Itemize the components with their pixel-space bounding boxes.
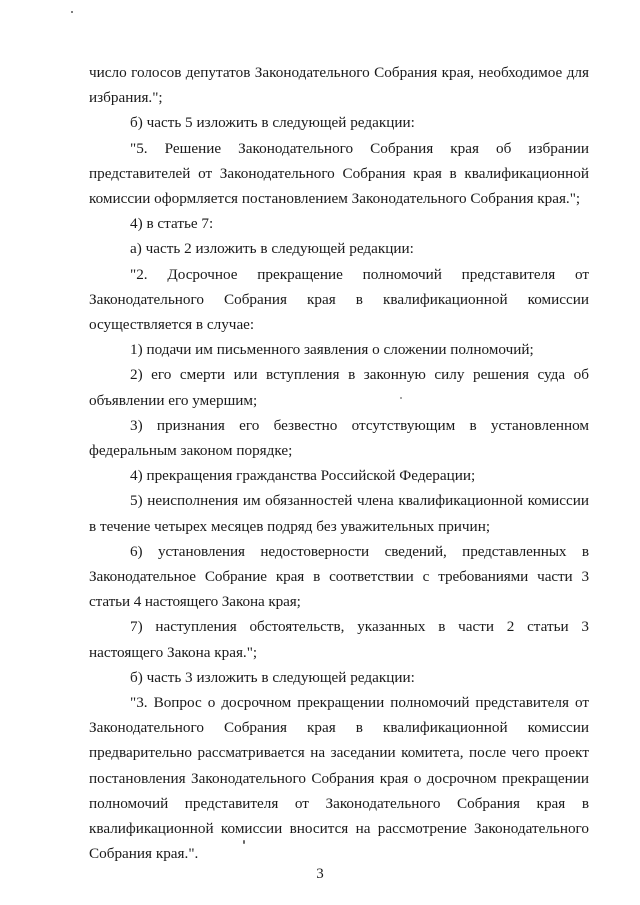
paragraph-amend-part5: б) часть 5 изложить в следующей редакции: <box>130 114 415 132</box>
list-item-7: 7) наступления обстоятельств, указанных в части 2 статьи 3 настоящего Закона края."; <box>89 618 589 661</box>
list-item-6: 6) установления недостоверности сведений, представленных в Законодательное Собрание края в соответствии с требованиями части 3 статьи 4 настоящего Закона края; <box>89 542 589 611</box>
paragraph-continuation: число голосов депутатов Законодательного Собрания края, необходимое для избрания."; <box>89 64 589 107</box>
scan-speck <box>71 11 73 13</box>
page-number: 3 <box>316 866 324 882</box>
paragraph-part5-text: "5. Решение Законодательного Собрания края об избрании представителей от Законодательного Собрания края в квалификационной комиссии оформляется постановлением Законодательного Собрания края."; <box>89 139 589 208</box>
list-item-4: 4) прекращения гражданства Российской Федерации; <box>130 467 476 485</box>
list-item-5: 5) неисполнения им обязанностей члена квалификационной комиссии в течение четырех месяцев подряд без уважительных причин; <box>89 492 589 535</box>
list-item-3: 3) признания его безвестно отсутствующим в установленном федеральным законом порядке; <box>89 416 589 460</box>
paragraph-part3-text: "3. Вопрос о досрочном прекращении полномочий представителя от Законодательного Собрания края в квалификационной комиссии предварительно рассматривается на заседании комитета, после чего проект постановления Законодательного Собрания края о досрочном прекращении полномочий представителя от Законодательного Собрания края в квалификационной комиссии вносится на рассмотрение Законодательного Собрания края.". <box>89 694 589 863</box>
document-body <box>89 60 589 867</box>
list-item-2: 2) его смерти или вступления в законную силу решения суда об объявлении его умершим; <box>89 366 589 409</box>
paragraph-amend-part3: б) часть 3 изложить в следующей редакции: <box>130 668 415 686</box>
paragraph-amend-part2: а) часть 2 изложить в следующей редакции: <box>130 240 414 258</box>
paragraph-part2-text: "2. Досрочное прекращение полномочий представителя от Законодательного Собрания края в квалификационной комиссии осуществляется в случае: <box>89 265 589 334</box>
paragraph-article7: 4) в статье 7: <box>130 215 214 233</box>
list-item-1: 1) подачи им письменного заявления о сложении полномочий; <box>130 341 534 359</box>
